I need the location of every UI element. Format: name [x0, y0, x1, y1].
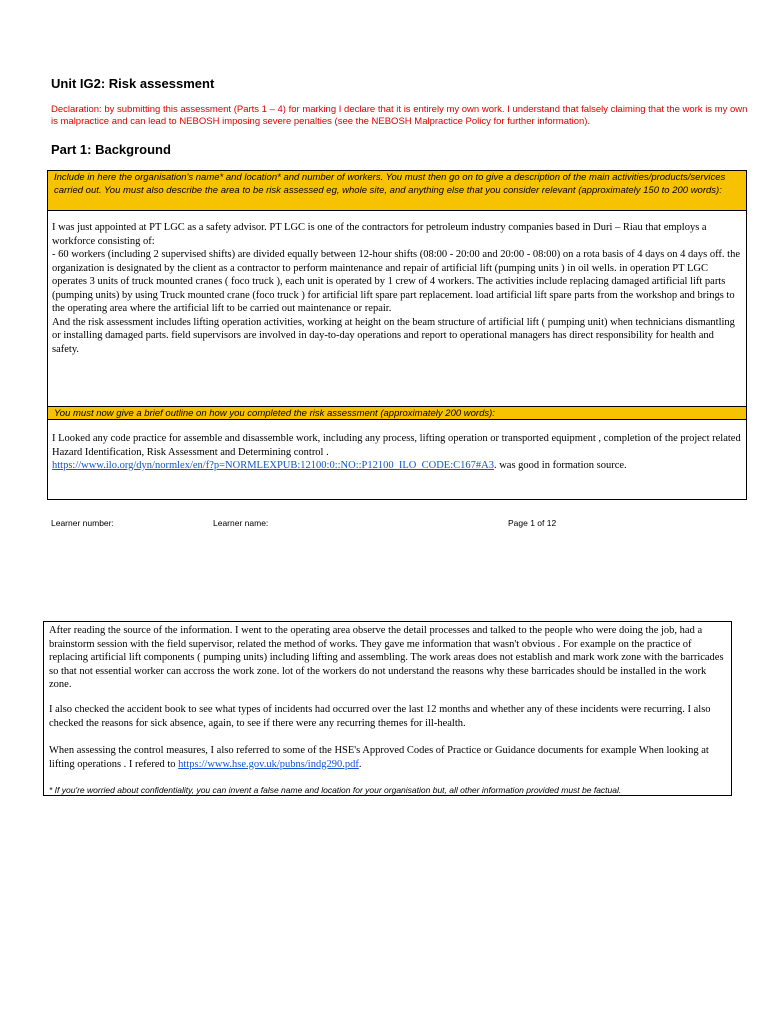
learner-name-label: Learner name: [213, 518, 269, 528]
outline-text: I Looked any code practice for assemble and disassemble work, including any process, lifting operation or transported equipment , completion of the project related Hazard Identification, Risk Assessment and Determining control . [52, 433, 741, 458]
background-paragraph: And the risk assessment includes lifting operation activities, working at height on the beam structure of artificial lift ( pumping unit) when technicians dismantling or installing damaged parts. field supervisors are involved in day-to-day operations and report to operational managers has direct responsibility for health and safety. [52, 316, 735, 355]
control-measures-text-end: . [358, 758, 362, 770]
document-title: Unit IG2: Risk assessment [51, 76, 215, 91]
outline-prompt: You must now give a brief outline on how you completed the risk assessment (approximately 200 words): [48, 406, 746, 420]
continuation-box[interactable] [43, 621, 732, 796]
background-prompt: Include in here the organisation's name* and location* and number of workers. You must then go on to give a description of the main activities/products/services carried out. You must also describe the area to be risk assessed eg, whole site, and anything else that you consider relevant (approximately 150 to 200 words): [48, 171, 746, 211]
continuation-paragraph: I also checked the accident book to see what types of incidents had occurred over the last 12 months and whether any of these incidents were recurring. I also checked the reasons for sick absence, again, to see if there were any recurring themes for ill-health. [49, 704, 711, 729]
page-number: Page 1 of 12 [508, 518, 557, 528]
background-paragraph: I was just appointed at PT LGC as a safety advisor. PT LGC is one of the contractors for petroleum industry companies based in Duri – Riau that employs a workforce consisting of: [52, 222, 707, 247]
confidentiality-footnote: * If you're worried about confidentiality, you can invent a false name and location for your organisation but, all other information provided must be factual. [49, 785, 622, 795]
declaration-text: Declaration: by submitting this assessment (Parts 1 – 4) for marking I declare that it is entirely my own work. I understand that falsely claiming that the work is my own is malpractice and can lead to NEBOSH imposing severe penalties (see the NEBOSH Malpractice Policy for further information). [51, 104, 748, 127]
learner-number-label: Learner number: [51, 518, 114, 528]
background-paragraph: - 60 workers (including 2 supervised shifts) are divided equally between 12-hour shifts (08:00 - 20:00 and 20:00 - 08:00) on a rota basis of 4 days on 4 days off. the organization is designated by the client as a contractor to perform maintenance and repair of artificial lift (pumping units ) in oil wells. in operation PT LGC operates 3 units of truck mounted cranes ( foco truck ), each unit is operated by 1 crew of 4 workers. The activities include replacing damaged artificial lift parts (pumping units) by using Truck mounted crane (foco truck ) for artificial lift spare part replacement. load artificial lift spare parts from the workshop and brings to the operating area where the artificial lift to be carried out maintenance or repair. [52, 249, 741, 314]
continuation-paragraph [49, 744, 729, 771]
part1-heading: Part 1: Background [51, 142, 171, 157]
control-measures-text: When assessing the control measures, I also referred to some of the HSE's Approved Codes of Practice or Guidance documents for example When looking at lifting operations . I refered to [49, 745, 709, 770]
outline-text-after: . was good in formation source. [493, 460, 627, 471]
hse-indg290-link[interactable]: https://www.hse.gov.uk/pubns/indg290.pdf [178, 758, 359, 770]
background-answer[interactable] [52, 221, 742, 356]
outline-answer[interactable] [52, 432, 742, 473]
background-section-box [47, 170, 747, 500]
continuation-paragraph: After reading the source of the information. I went to the operating area observe the detail processes and talked to the people who were doing the job, had a brainstorm session with the field supervisor, related the method of works. They gave me information that wasn't obvious . For example on the practice of replacing artificial lift components ( pumping units) including lifting and assembling. The work areas does not establish and mark work zone with the barricades so that not essential worker can accross the work zone. lot of the workers do not understand the reasons why these barricades should be installed in the work zone. [49, 625, 724, 690]
ilo-code-link[interactable]: https://www.ilo.org/dyn/normlex/en/f?p=NORMLEXPUB:12100:0::NO::P12100_ILO_CODE:C167#A3 [52, 460, 494, 471]
